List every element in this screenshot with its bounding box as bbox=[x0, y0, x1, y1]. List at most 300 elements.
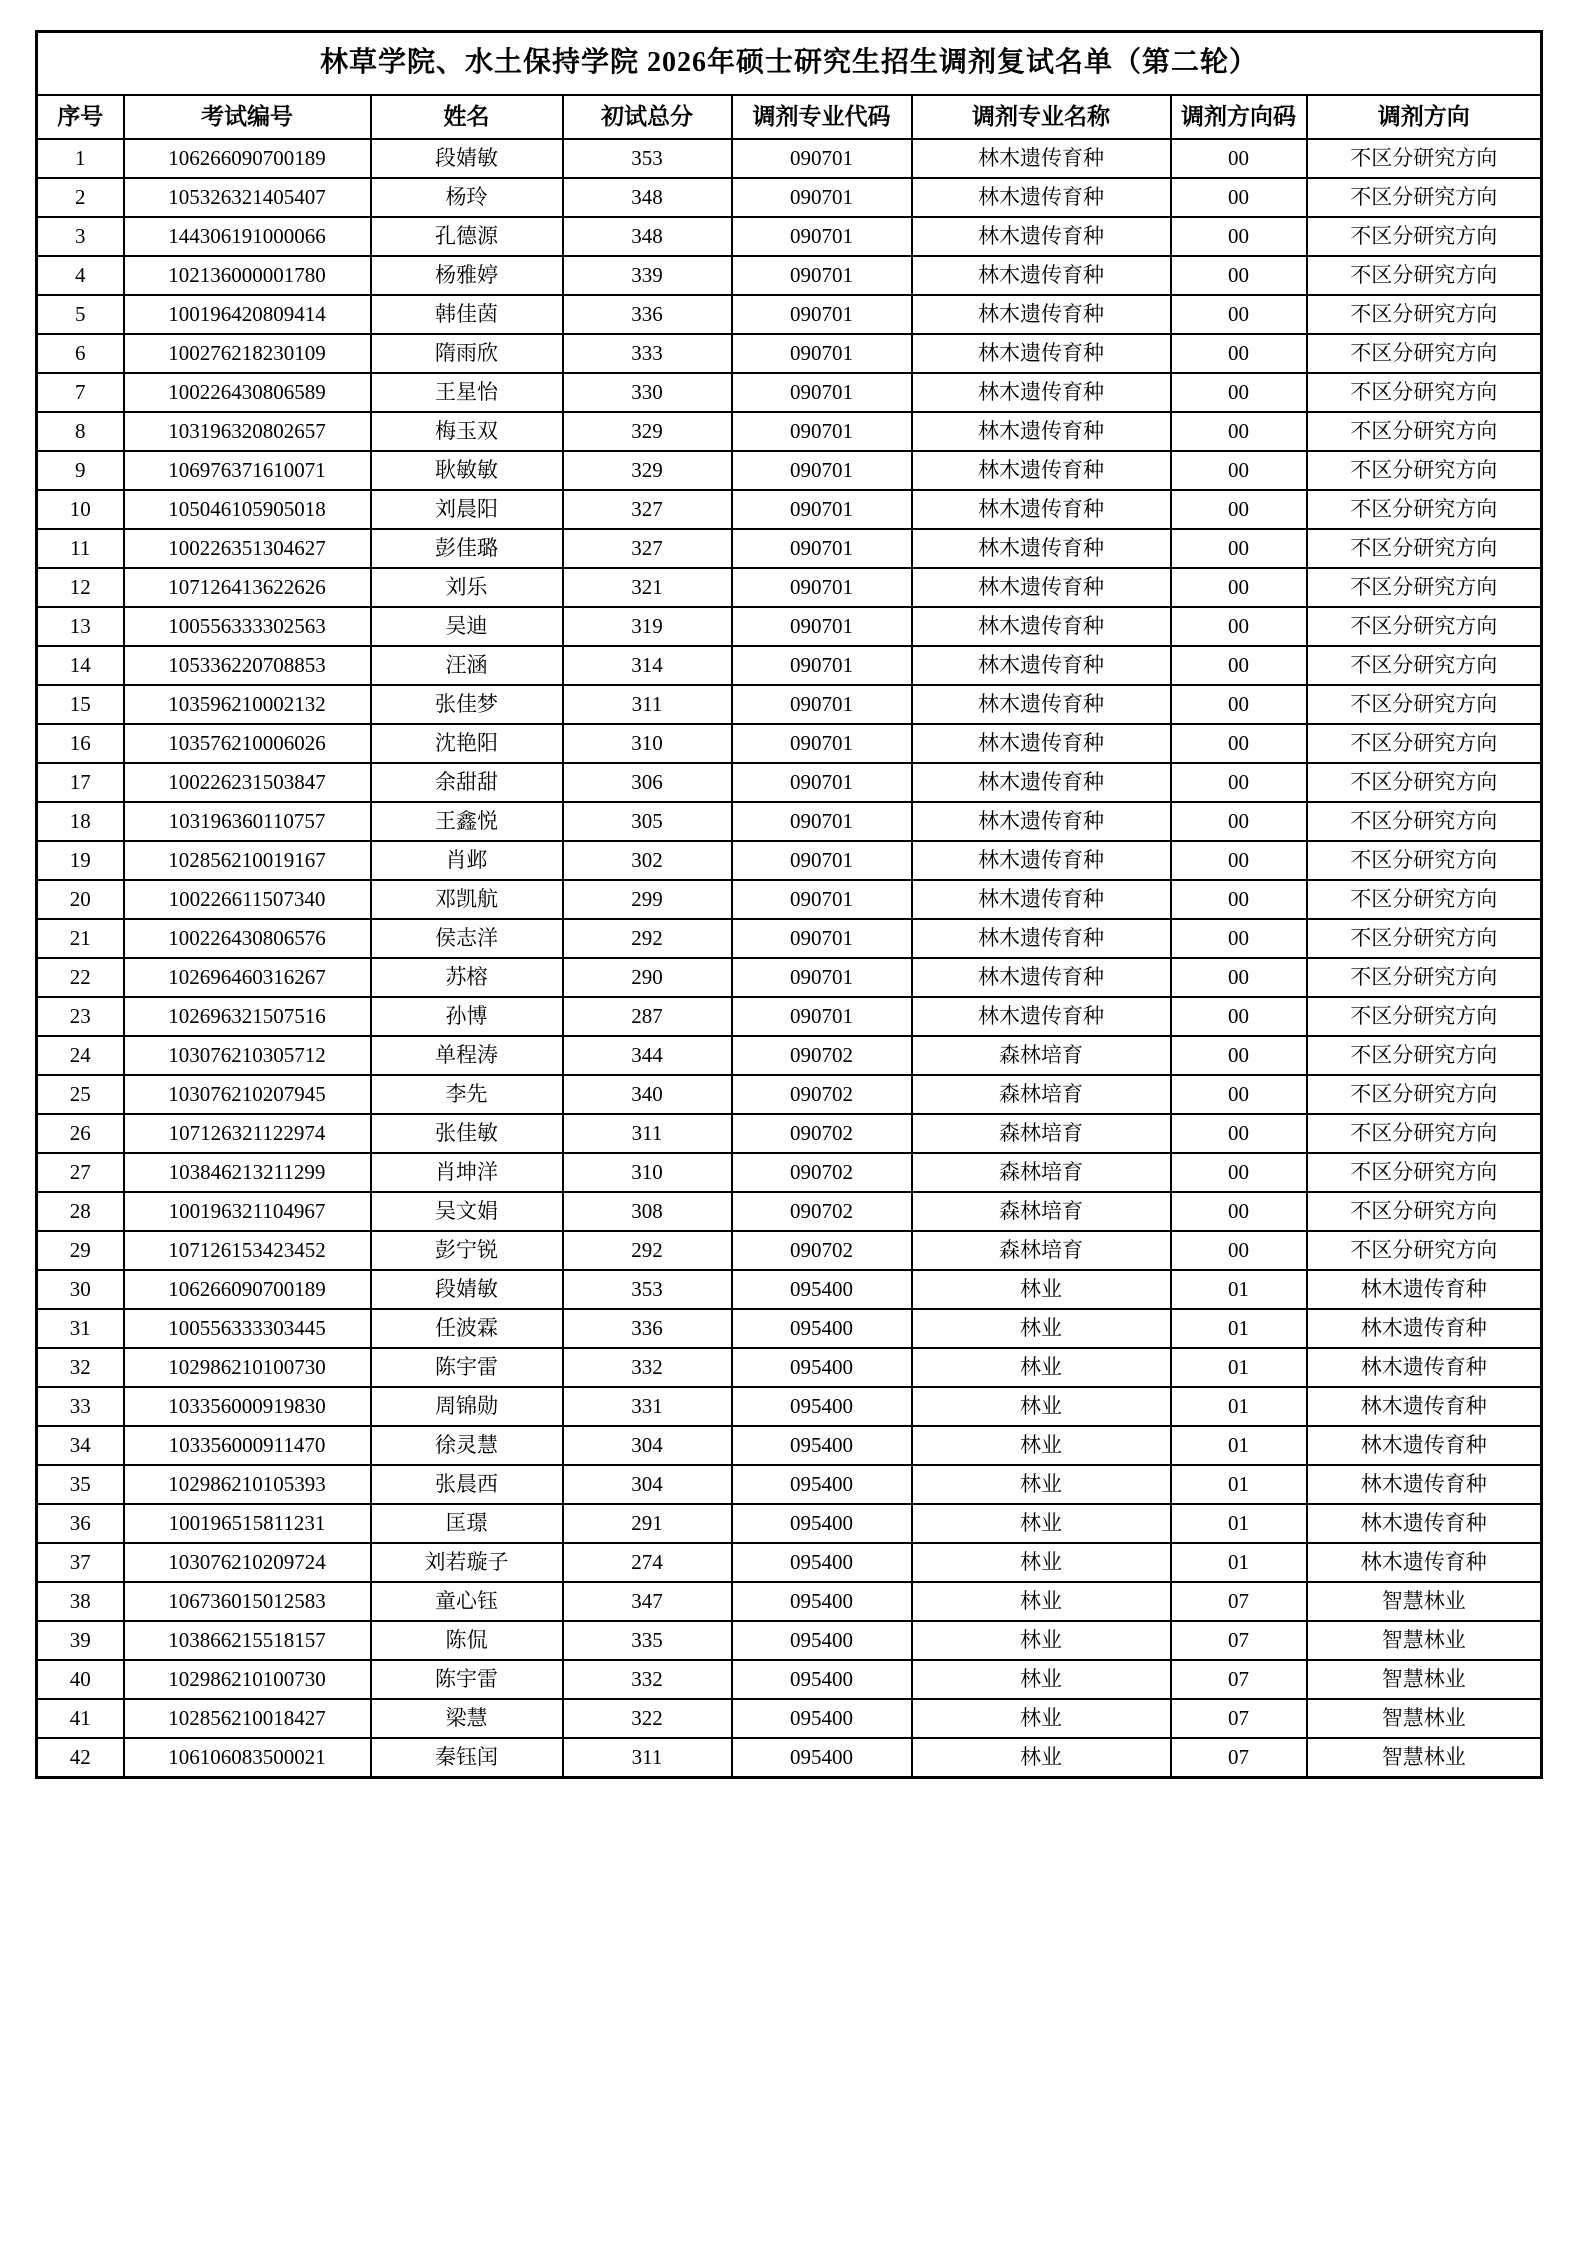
table-row bbox=[37, 802, 1542, 841]
cell-exam_id: 100226430806576 bbox=[124, 919, 371, 958]
cell-no: 16 bbox=[37, 724, 124, 763]
cell-direction_code: 01 bbox=[1171, 1465, 1307, 1504]
cell-major_code: 090701 bbox=[732, 646, 912, 685]
cell-major_name: 林木遗传育种 bbox=[912, 451, 1171, 490]
table-row bbox=[37, 1582, 1542, 1621]
cell-direction: 不区分研究方向 bbox=[1307, 490, 1542, 529]
cell-direction: 不区分研究方向 bbox=[1307, 880, 1542, 919]
cell-major_code: 090702 bbox=[732, 1153, 912, 1192]
cell-direction: 不区分研究方向 bbox=[1307, 997, 1542, 1036]
cell-exam_id: 103196360110757 bbox=[124, 802, 371, 841]
cell-score: 304 bbox=[563, 1426, 732, 1465]
cell-name: 韩佳茵 bbox=[371, 295, 563, 334]
cell-direction: 智慧林业 bbox=[1307, 1582, 1542, 1621]
cell-score: 292 bbox=[563, 1231, 732, 1270]
cell-major_name: 林木遗传育种 bbox=[912, 880, 1171, 919]
cell-name: 徐灵慧 bbox=[371, 1426, 563, 1465]
cell-major_name: 林木遗传育种 bbox=[912, 958, 1171, 997]
cell-no: 15 bbox=[37, 685, 124, 724]
cell-exam_id: 102136000001780 bbox=[124, 256, 371, 295]
table-row bbox=[37, 1543, 1542, 1582]
cell-major_code: 090701 bbox=[732, 685, 912, 724]
cell-direction: 林木遗传育种 bbox=[1307, 1543, 1542, 1582]
cell-no: 23 bbox=[37, 997, 124, 1036]
cell-score: 332 bbox=[563, 1348, 732, 1387]
cell-major_name: 林业 bbox=[912, 1699, 1171, 1738]
table-row bbox=[37, 1465, 1542, 1504]
cell-score: 353 bbox=[563, 139, 732, 178]
cell-score: 348 bbox=[563, 178, 732, 217]
cell-direction: 不区分研究方向 bbox=[1307, 724, 1542, 763]
cell-score: 290 bbox=[563, 958, 732, 997]
cell-score: 310 bbox=[563, 724, 732, 763]
cell-name: 耿敏敏 bbox=[371, 451, 563, 490]
cell-major_code: 090701 bbox=[732, 412, 912, 451]
cell-name: 彭佳璐 bbox=[371, 529, 563, 568]
cell-no: 18 bbox=[37, 802, 124, 841]
cell-direction: 不区分研究方向 bbox=[1307, 178, 1542, 217]
table-row bbox=[37, 880, 1542, 919]
cell-score: 327 bbox=[563, 529, 732, 568]
cell-exam_id: 102696460316267 bbox=[124, 958, 371, 997]
cell-major_code: 090702 bbox=[732, 1114, 912, 1153]
cell-major_name: 林业 bbox=[912, 1426, 1171, 1465]
cell-exam_id: 103846213211299 bbox=[124, 1153, 371, 1192]
cell-no: 27 bbox=[37, 1153, 124, 1192]
table-row bbox=[37, 724, 1542, 763]
cell-no: 21 bbox=[37, 919, 124, 958]
cell-direction: 不区分研究方向 bbox=[1307, 841, 1542, 880]
cell-direction_code: 00 bbox=[1171, 217, 1307, 256]
cell-major_code: 090701 bbox=[732, 178, 912, 217]
cell-no: 6 bbox=[37, 334, 124, 373]
cell-major_code: 095400 bbox=[732, 1387, 912, 1426]
cell-score: 299 bbox=[563, 880, 732, 919]
cell-major_code: 090701 bbox=[732, 256, 912, 295]
cell-score: 274 bbox=[563, 1543, 732, 1582]
table-row bbox=[37, 217, 1542, 256]
cell-major_name: 林木遗传育种 bbox=[912, 178, 1171, 217]
cell-no: 33 bbox=[37, 1387, 124, 1426]
cell-major_name: 森林培育 bbox=[912, 1075, 1171, 1114]
table-body bbox=[37, 139, 1542, 1777]
cell-score: 348 bbox=[563, 217, 732, 256]
cell-direction_code: 00 bbox=[1171, 256, 1307, 295]
cell-score: 329 bbox=[563, 451, 732, 490]
cell-direction: 智慧林业 bbox=[1307, 1660, 1542, 1699]
cell-score: 335 bbox=[563, 1621, 732, 1660]
cell-score: 311 bbox=[563, 685, 732, 724]
cell-score: 340 bbox=[563, 1075, 732, 1114]
cell-major_name: 林木遗传育种 bbox=[912, 841, 1171, 880]
table-row bbox=[37, 295, 1542, 334]
cell-score: 347 bbox=[563, 1582, 732, 1621]
cell-score: 331 bbox=[563, 1387, 732, 1426]
table-row bbox=[37, 412, 1542, 451]
cell-direction: 不区分研究方向 bbox=[1307, 1192, 1542, 1231]
cell-major_name: 林木遗传育种 bbox=[912, 607, 1171, 646]
table-row bbox=[37, 490, 1542, 529]
table-row bbox=[37, 841, 1542, 880]
cell-exam_id: 103196320802657 bbox=[124, 412, 371, 451]
table-row bbox=[37, 958, 1542, 997]
cell-major_code: 090701 bbox=[732, 763, 912, 802]
cell-score: 344 bbox=[563, 1036, 732, 1075]
cell-major_name: 林木遗传育种 bbox=[912, 373, 1171, 412]
cell-major_code: 095400 bbox=[732, 1660, 912, 1699]
cell-score: 353 bbox=[563, 1270, 732, 1309]
cell-exam_id: 100276218230109 bbox=[124, 334, 371, 373]
cell-score: 311 bbox=[563, 1114, 732, 1153]
cell-direction: 林木遗传育种 bbox=[1307, 1309, 1542, 1348]
cell-major_name: 林业 bbox=[912, 1504, 1171, 1543]
cell-direction: 不区分研究方向 bbox=[1307, 802, 1542, 841]
cell-score: 304 bbox=[563, 1465, 732, 1504]
cell-exam_id: 103076210305712 bbox=[124, 1036, 371, 1075]
cell-name: 梅玉双 bbox=[371, 412, 563, 451]
table-row bbox=[37, 1153, 1542, 1192]
cell-name: 单程涛 bbox=[371, 1036, 563, 1075]
cell-score: 302 bbox=[563, 841, 732, 880]
table-header-row bbox=[37, 95, 1542, 139]
cell-major_name: 林木遗传育种 bbox=[912, 763, 1171, 802]
cell-major_code: 095400 bbox=[732, 1699, 912, 1738]
cell-score: 336 bbox=[563, 1309, 732, 1348]
cell-direction_code: 01 bbox=[1171, 1309, 1307, 1348]
table-row bbox=[37, 1075, 1542, 1114]
cell-name: 孔德源 bbox=[371, 217, 563, 256]
cell-name: 刘晨阳 bbox=[371, 490, 563, 529]
cell-major_code: 090701 bbox=[732, 295, 912, 334]
cell-name: 孙博 bbox=[371, 997, 563, 1036]
cell-direction_code: 01 bbox=[1171, 1426, 1307, 1465]
table-row bbox=[37, 607, 1542, 646]
cell-major_code: 095400 bbox=[732, 1621, 912, 1660]
cell-direction: 不区分研究方向 bbox=[1307, 958, 1542, 997]
cell-no: 25 bbox=[37, 1075, 124, 1114]
column-header-direction_code: 调剂方向码 bbox=[1171, 95, 1307, 139]
cell-direction_code: 01 bbox=[1171, 1387, 1307, 1426]
cell-major_name: 林木遗传育种 bbox=[912, 802, 1171, 841]
table-row bbox=[37, 919, 1542, 958]
cell-no: 39 bbox=[37, 1621, 124, 1660]
cell-major_code: 095400 bbox=[732, 1426, 912, 1465]
cell-exam_id: 100196515811231 bbox=[124, 1504, 371, 1543]
table-row bbox=[37, 373, 1542, 412]
cell-exam_id: 100196420809414 bbox=[124, 295, 371, 334]
table-row bbox=[37, 1426, 1542, 1465]
cell-direction: 不区分研究方向 bbox=[1307, 646, 1542, 685]
cell-direction_code: 00 bbox=[1171, 139, 1307, 178]
cell-major_name: 林木遗传育种 bbox=[912, 997, 1171, 1036]
table-row bbox=[37, 997, 1542, 1036]
cell-name: 刘若璇子 bbox=[371, 1543, 563, 1582]
cell-name: 余甜甜 bbox=[371, 763, 563, 802]
cell-major_name: 林木遗传育种 bbox=[912, 724, 1171, 763]
table-row bbox=[37, 334, 1542, 373]
cell-direction_code: 00 bbox=[1171, 607, 1307, 646]
cell-exam_id: 102986210105393 bbox=[124, 1465, 371, 1504]
cell-name: 段婧敏 bbox=[371, 139, 563, 178]
cell-direction_code: 00 bbox=[1171, 568, 1307, 607]
cell-score: 311 bbox=[563, 1738, 732, 1777]
cell-name: 汪涵 bbox=[371, 646, 563, 685]
cell-score: 336 bbox=[563, 295, 732, 334]
cell-major_code: 095400 bbox=[732, 1738, 912, 1777]
cell-direction_code: 00 bbox=[1171, 1075, 1307, 1114]
cell-name: 肖邺 bbox=[371, 841, 563, 880]
cell-exam_id: 102856210018427 bbox=[124, 1699, 371, 1738]
cell-exam_id: 100226430806589 bbox=[124, 373, 371, 412]
cell-direction: 不区分研究方向 bbox=[1307, 685, 1542, 724]
cell-no: 38 bbox=[37, 1582, 124, 1621]
cell-direction: 智慧林业 bbox=[1307, 1621, 1542, 1660]
cell-exam_id: 103356000911470 bbox=[124, 1426, 371, 1465]
cell-name: 肖坤洋 bbox=[371, 1153, 563, 1192]
cell-direction_code: 00 bbox=[1171, 529, 1307, 568]
cell-exam_id: 105046105905018 bbox=[124, 490, 371, 529]
table-row bbox=[37, 139, 1542, 178]
cell-direction_code: 00 bbox=[1171, 685, 1307, 724]
cell-name: 沈艳阳 bbox=[371, 724, 563, 763]
cell-exam_id: 106266090700189 bbox=[124, 139, 371, 178]
table-row bbox=[37, 178, 1542, 217]
cell-major_code: 090701 bbox=[732, 997, 912, 1036]
cell-major_code: 090701 bbox=[732, 802, 912, 841]
cell-major_code: 090701 bbox=[732, 724, 912, 763]
cell-name: 王鑫悦 bbox=[371, 802, 563, 841]
cell-exam_id: 100226351304627 bbox=[124, 529, 371, 568]
cell-direction: 不区分研究方向 bbox=[1307, 1075, 1542, 1114]
cell-major_name: 林业 bbox=[912, 1387, 1171, 1426]
table-row bbox=[37, 1270, 1542, 1309]
cell-major_name: 森林培育 bbox=[912, 1231, 1171, 1270]
table-row bbox=[37, 529, 1542, 568]
table-row bbox=[37, 646, 1542, 685]
cell-direction: 不区分研究方向 bbox=[1307, 412, 1542, 451]
cell-direction_code: 00 bbox=[1171, 919, 1307, 958]
cell-direction_code: 07 bbox=[1171, 1738, 1307, 1777]
cell-exam_id: 102986210100730 bbox=[124, 1348, 371, 1387]
cell-no: 32 bbox=[37, 1348, 124, 1387]
cell-direction_code: 00 bbox=[1171, 724, 1307, 763]
cell-direction_code: 01 bbox=[1171, 1543, 1307, 1582]
cell-exam_id: 102696321507516 bbox=[124, 997, 371, 1036]
cell-no: 35 bbox=[37, 1465, 124, 1504]
cell-direction_code: 01 bbox=[1171, 1348, 1307, 1387]
table-row bbox=[37, 256, 1542, 295]
cell-no: 17 bbox=[37, 763, 124, 802]
cell-major_name: 林木遗传育种 bbox=[912, 646, 1171, 685]
cell-major_name: 林木遗传育种 bbox=[912, 217, 1171, 256]
cell-name: 隋雨欣 bbox=[371, 334, 563, 373]
cell-exam_id: 103076210209724 bbox=[124, 1543, 371, 1582]
cell-no: 11 bbox=[37, 529, 124, 568]
cell-no: 26 bbox=[37, 1114, 124, 1153]
cell-direction_code: 00 bbox=[1171, 997, 1307, 1036]
title-row bbox=[37, 32, 1542, 96]
cell-exam_id: 106106083500021 bbox=[124, 1738, 371, 1777]
cell-score: 332 bbox=[563, 1660, 732, 1699]
cell-name: 杨雅婷 bbox=[371, 256, 563, 295]
cell-exam_id: 105326321405407 bbox=[124, 178, 371, 217]
cell-exam_id: 102986210100730 bbox=[124, 1660, 371, 1699]
cell-major_name: 林业 bbox=[912, 1582, 1171, 1621]
cell-name: 陈侃 bbox=[371, 1621, 563, 1660]
cell-direction_code: 07 bbox=[1171, 1621, 1307, 1660]
cell-direction_code: 00 bbox=[1171, 451, 1307, 490]
cell-direction: 不区分研究方向 bbox=[1307, 1153, 1542, 1192]
cell-direction: 智慧林业 bbox=[1307, 1738, 1542, 1777]
column-header-no: 序号 bbox=[37, 95, 124, 139]
cell-no: 1 bbox=[37, 139, 124, 178]
cell-exam_id: 100556333303445 bbox=[124, 1309, 371, 1348]
cell-score: 319 bbox=[563, 607, 732, 646]
cell-score: 291 bbox=[563, 1504, 732, 1543]
cell-major_name: 林木遗传育种 bbox=[912, 919, 1171, 958]
cell-major_code: 090701 bbox=[732, 490, 912, 529]
column-header-major_name: 调剂专业名称 bbox=[912, 95, 1171, 139]
cell-exam_id: 100556333302563 bbox=[124, 607, 371, 646]
cell-name: 任波霖 bbox=[371, 1309, 563, 1348]
cell-major_name: 林木遗传育种 bbox=[912, 490, 1171, 529]
cell-score: 330 bbox=[563, 373, 732, 412]
cell-no: 36 bbox=[37, 1504, 124, 1543]
cell-name: 李先 bbox=[371, 1075, 563, 1114]
cell-direction: 不区分研究方向 bbox=[1307, 1036, 1542, 1075]
table-row bbox=[37, 1192, 1542, 1231]
cell-direction: 不区分研究方向 bbox=[1307, 217, 1542, 256]
cell-direction: 不区分研究方向 bbox=[1307, 529, 1542, 568]
cell-major_code: 090701 bbox=[732, 880, 912, 919]
cell-major_code: 090701 bbox=[732, 958, 912, 997]
cell-no: 10 bbox=[37, 490, 124, 529]
cell-major_code: 095400 bbox=[732, 1309, 912, 1348]
table-row bbox=[37, 1309, 1542, 1348]
table-row bbox=[37, 1387, 1542, 1426]
cell-name: 段婧敏 bbox=[371, 1270, 563, 1309]
cell-direction_code: 07 bbox=[1171, 1660, 1307, 1699]
cell-name: 苏榕 bbox=[371, 958, 563, 997]
cell-major_name: 林业 bbox=[912, 1270, 1171, 1309]
cell-name: 彭宁锐 bbox=[371, 1231, 563, 1270]
cell-exam_id: 103356000919830 bbox=[124, 1387, 371, 1426]
cell-major_code: 090701 bbox=[732, 607, 912, 646]
cell-direction: 不区分研究方向 bbox=[1307, 256, 1542, 295]
cell-direction_code: 00 bbox=[1171, 880, 1307, 919]
cell-score: 292 bbox=[563, 919, 732, 958]
cell-major_name: 林业 bbox=[912, 1309, 1171, 1348]
cell-major_name: 林木遗传育种 bbox=[912, 412, 1171, 451]
cell-major_code: 090702 bbox=[732, 1036, 912, 1075]
table-row bbox=[37, 1660, 1542, 1699]
table-row bbox=[37, 1114, 1542, 1153]
cell-exam_id: 100196321104967 bbox=[124, 1192, 371, 1231]
cell-no: 28 bbox=[37, 1192, 124, 1231]
table-row bbox=[37, 1231, 1542, 1270]
cell-direction_code: 00 bbox=[1171, 412, 1307, 451]
cell-no: 9 bbox=[37, 451, 124, 490]
cell-no: 14 bbox=[37, 646, 124, 685]
table-row bbox=[37, 568, 1542, 607]
column-header-score: 初试总分 bbox=[563, 95, 732, 139]
table-row bbox=[37, 1504, 1542, 1543]
cell-no: 4 bbox=[37, 256, 124, 295]
cell-direction_code: 01 bbox=[1171, 1270, 1307, 1309]
cell-direction: 不区分研究方向 bbox=[1307, 568, 1542, 607]
cell-major_code: 095400 bbox=[732, 1543, 912, 1582]
cell-major_name: 林木遗传育种 bbox=[912, 139, 1171, 178]
column-header-direction: 调剂方向 bbox=[1307, 95, 1542, 139]
cell-direction: 不区分研究方向 bbox=[1307, 295, 1542, 334]
table-row bbox=[37, 1036, 1542, 1075]
cell-no: 41 bbox=[37, 1699, 124, 1738]
cell-score: 339 bbox=[563, 256, 732, 295]
cell-score: 287 bbox=[563, 997, 732, 1036]
cell-major_name: 林木遗传育种 bbox=[912, 334, 1171, 373]
cell-direction_code: 00 bbox=[1171, 646, 1307, 685]
cell-no: 42 bbox=[37, 1738, 124, 1777]
column-header-name: 姓名 bbox=[371, 95, 563, 139]
cell-score: 308 bbox=[563, 1192, 732, 1231]
cell-major_code: 095400 bbox=[732, 1582, 912, 1621]
cell-major_code: 090701 bbox=[732, 841, 912, 880]
cell-direction_code: 00 bbox=[1171, 373, 1307, 412]
cell-major_code: 090701 bbox=[732, 919, 912, 958]
cell-direction: 不区分研究方向 bbox=[1307, 919, 1542, 958]
cell-name: 梁慧 bbox=[371, 1699, 563, 1738]
cell-no: 2 bbox=[37, 178, 124, 217]
cell-major_code: 090701 bbox=[732, 451, 912, 490]
cell-direction_code: 00 bbox=[1171, 802, 1307, 841]
cell-score: 329 bbox=[563, 412, 732, 451]
cell-name: 秦钰闰 bbox=[371, 1738, 563, 1777]
cell-major_name: 林业 bbox=[912, 1348, 1171, 1387]
cell-no: 22 bbox=[37, 958, 124, 997]
table-row bbox=[37, 1348, 1542, 1387]
cell-direction: 不区分研究方向 bbox=[1307, 1114, 1542, 1153]
cell-major_name: 林业 bbox=[912, 1621, 1171, 1660]
cell-name: 周锦勋 bbox=[371, 1387, 563, 1426]
cell-direction: 不区分研究方向 bbox=[1307, 451, 1542, 490]
cell-direction_code: 00 bbox=[1171, 1114, 1307, 1153]
cell-direction_code: 07 bbox=[1171, 1699, 1307, 1738]
cell-no: 13 bbox=[37, 607, 124, 646]
cell-major_code: 090702 bbox=[732, 1231, 912, 1270]
roster-table bbox=[35, 30, 1543, 1779]
cell-score: 305 bbox=[563, 802, 732, 841]
cell-no: 7 bbox=[37, 373, 124, 412]
column-header-major_code: 调剂专业代码 bbox=[732, 95, 912, 139]
cell-major_name: 森林培育 bbox=[912, 1114, 1171, 1153]
cell-exam_id: 103076210207945 bbox=[124, 1075, 371, 1114]
cell-name: 童心钰 bbox=[371, 1582, 563, 1621]
cell-major_code: 090702 bbox=[732, 1192, 912, 1231]
cell-name: 张佳敏 bbox=[371, 1114, 563, 1153]
cell-no: 34 bbox=[37, 1426, 124, 1465]
cell-direction_code: 00 bbox=[1171, 295, 1307, 334]
cell-direction: 林木遗传育种 bbox=[1307, 1348, 1542, 1387]
cell-major_code: 090702 bbox=[732, 1075, 912, 1114]
cell-major_name: 森林培育 bbox=[912, 1036, 1171, 1075]
cell-score: 310 bbox=[563, 1153, 732, 1192]
cell-major_code: 090701 bbox=[732, 139, 912, 178]
cell-direction: 林木遗传育种 bbox=[1307, 1270, 1542, 1309]
cell-direction_code: 00 bbox=[1171, 1153, 1307, 1192]
cell-exam_id: 107126413622626 bbox=[124, 568, 371, 607]
cell-exam_id: 100226611507340 bbox=[124, 880, 371, 919]
cell-direction: 不区分研究方向 bbox=[1307, 763, 1542, 802]
